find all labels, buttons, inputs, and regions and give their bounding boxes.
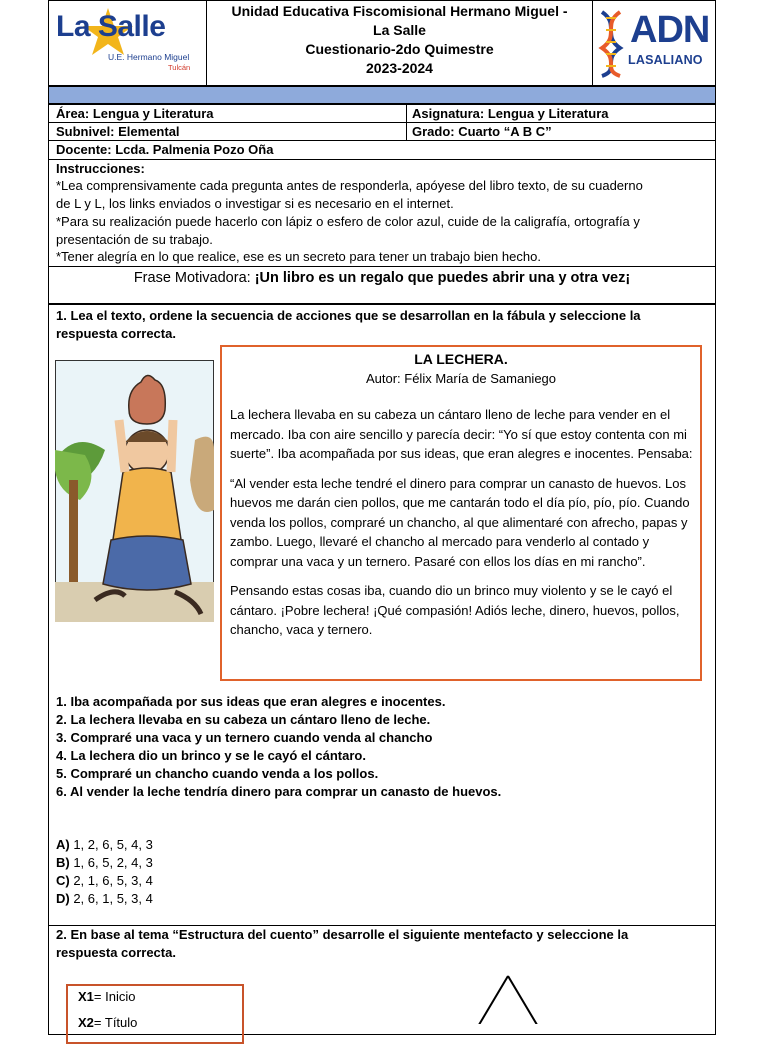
option-a[interactable] <box>56 836 153 854</box>
grado-cell: Grado: Cuarto “A B C” <box>412 124 552 139</box>
instructions-title: Instrucciones: <box>56 161 145 176</box>
key-x2 <box>78 1015 137 1030</box>
instruction-line-4: presentación de su trabajo. <box>56 232 213 247</box>
mentefacto-triangle <box>460 970 560 1024</box>
header-divider-right <box>592 0 593 86</box>
option-d[interactable] <box>56 890 153 908</box>
adn-logo-top: ADN <box>630 9 710 51</box>
option-b-text: 1, 6, 5, 2, 4, 3 <box>69 855 153 870</box>
key-x1-label: X1 <box>78 989 94 1004</box>
motto <box>48 268 716 288</box>
area-cell: Área: Lengua y Literatura <box>56 106 214 121</box>
key-x2-text: = Título <box>93 1015 138 1030</box>
document-title <box>207 2 592 78</box>
option-b[interactable] <box>56 854 153 872</box>
subnivel-cell: Subnivel: Elemental <box>56 124 180 139</box>
key-x2-label: X2 <box>78 1015 94 1030</box>
sequence-item-5: 5. Compraré un chancho cuando venda a los pollos. <box>56 766 379 781</box>
milkmaid-image <box>55 360 214 622</box>
adn-logo-bottom: LASALIANO <box>628 53 703 67</box>
la-salle-logo <box>56 4 200 80</box>
sequence-item-4: 4. La lechera dio un brinco y se le cayó el cántaro. <box>56 748 366 763</box>
option-a-text: 1, 2, 6, 5, 4, 3 <box>69 837 153 852</box>
fable-author: Autor: Félix María de Samaniego <box>365 371 557 386</box>
fable-title: LA LECHERA. <box>414 351 508 367</box>
fable-paragraph-2: “Al vender esta leche tendré el dinero para comprar un canasto de huevos. Los huevos me darán cien pollos, que me cantarán todo el día pío, pío, pío. Cuando venda los pollos, compraré un chancho, al que alimentaré con afrecho, papas y zambo. Luego, llevaré el chancho al mercado para venderlo al contado y comprar una vaca y un ternero. Pasaré con ellos los días en mi rancho”. <box>230 475 690 569</box>
sequence-item-2: 2. La lechera llevaba en su cabeza un cántaro lleno de leche. <box>56 712 431 727</box>
sequence-item-3: 3. Compraré una vaca y un ternero cuando venda al chancho <box>56 730 433 745</box>
option-c-letter: C) <box>56 873 70 888</box>
q1-prompt-line-1: 1. Lea el texto, ordene la secuencia de acciones que se desarrollan en la fábula y seleccione la <box>56 308 641 323</box>
option-d-text: 2, 6, 1, 5, 3, 4 <box>69 891 153 906</box>
fable-paragraph-1: La lechera llevaba en su cabeza un cántaro lleno de leche para vender en el mercado. Iba con aire sencillo y parecía decir: “Yo sí que estoy contenta con mi suerte”. Iba acompañada por sus ideas, que eran alegres e inocentes. Pensaba: <box>230 407 693 461</box>
q1-prompt-line-2: respuesta correcta. <box>56 326 176 341</box>
docente-cell: Docente: Lcda. Palmenia Pozo Oña <box>56 142 274 157</box>
title-line-3: Cuestionario-2do Quimestre <box>305 41 494 57</box>
milkmaid-illustration <box>55 360 214 622</box>
option-c-text: 2, 1, 6, 5, 3, 4 <box>69 873 153 888</box>
la-salle-logo-sub2: Tulcán <box>168 63 191 72</box>
fable-body <box>230 405 694 650</box>
option-a-letter: A) <box>56 837 70 852</box>
la-salle-logo-sub1: U.E. Hermano Miguel <box>108 52 190 62</box>
instruction-line-3: *Para su realización puede hacerlo con lápiz o esfero de color azul, cuide de la caligrafía, ortografía y <box>56 214 640 229</box>
title-line-1: Unidad Educativa Fiscomisional Hermano Miguel - <box>231 3 568 19</box>
q2-prompt-line-2: respuesta correcta. <box>56 945 176 960</box>
sequence-item-1: 1. Iba acompañada por sus ideas que eran alegres e inocentes. <box>56 694 446 709</box>
title-line-2: La Salle <box>373 22 426 38</box>
option-d-letter: D) <box>56 891 70 906</box>
key-x1-text: = Inicio <box>93 989 136 1004</box>
info-col-divider <box>406 104 407 140</box>
adn-lasaliano-logo <box>596 4 712 82</box>
motto-label: Frase Motivadora: <box>133 270 255 286</box>
asignatura-cell: Asignatura: Lengua y Literatura <box>412 106 609 121</box>
fable-paragraph-3: Pensando estas cosas iba, cuando dio un brinco muy violento y se le cayó el cántaro. ¡Pobre lechera! ¡Qué compasión! Adiós leche, dinero, huevos, pollos, chancho, vaca y ternero. <box>230 583 680 637</box>
instruction-line-1: *Lea comprensivamente cada pregunta antes de responderla, apóyese del libro texto, de su cuaderno <box>56 178 643 193</box>
instruction-line-5: *Tener alegría en lo que realice, ese es un secreto para tener un trabajo bien hecho. <box>56 249 541 264</box>
q2-prompt-line-1: 2. En base al tema “Estructura del cuento” desarrolle el siguiente mentefacto y seleccione la <box>56 927 629 942</box>
key-x1 <box>78 989 135 1004</box>
dna-helix-icon <box>596 10 626 78</box>
header-band <box>48 86 716 104</box>
title-line-4: 2023-2024 <box>366 60 433 76</box>
la-salle-logo-text: La Salle <box>56 10 166 43</box>
motto-text: ¡Un libro es un regalo que puedes abrir una y otra vez¡ <box>254 270 631 286</box>
sequence-item-6: 6. Al vender la leche tendría dinero para comprar un canasto de huevos. <box>56 784 502 799</box>
option-b-letter: B) <box>56 855 70 870</box>
info-row-line-4 <box>48 266 716 267</box>
option-c[interactable] <box>56 872 153 890</box>
info-row-line-3 <box>48 159 716 160</box>
instruction-line-2: de L y L, los links enviados o investigar si es necesario en el internet. <box>56 196 454 211</box>
